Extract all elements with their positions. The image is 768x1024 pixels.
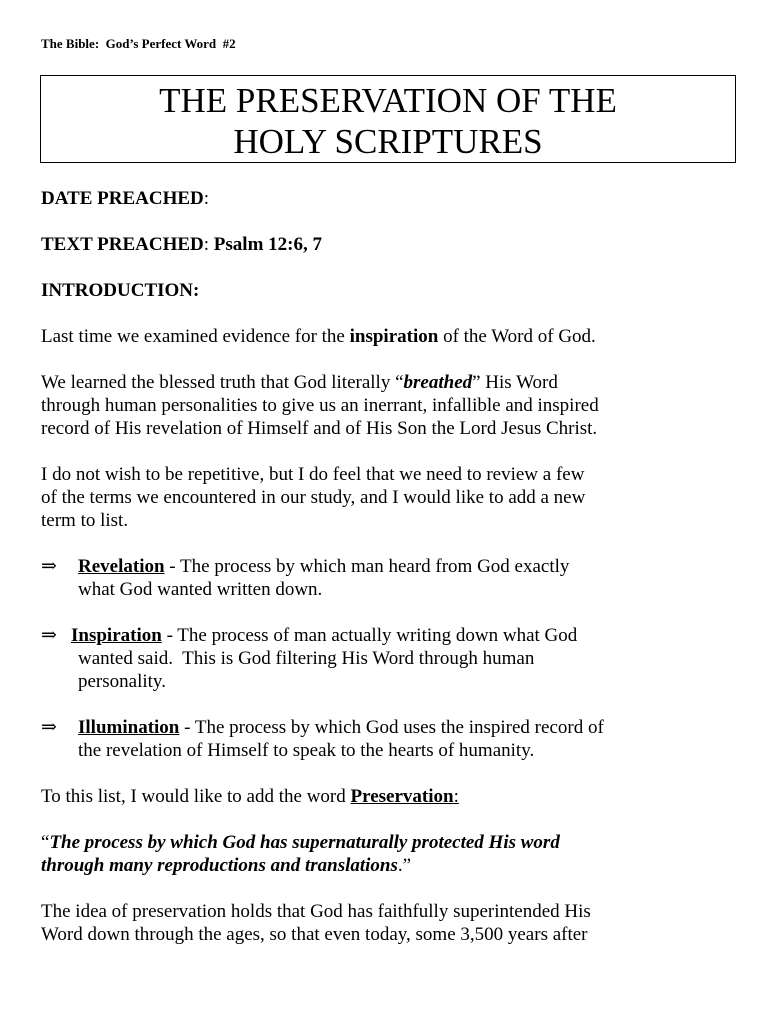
page-title-line-1: THE PRESERVATION OF THE xyxy=(159,81,617,120)
text-preached-colon: : xyxy=(203,234,214,255)
arrow-icon: ⇒ xyxy=(41,556,57,577)
date-preached-line xyxy=(41,187,731,210)
arrow-icon: ⇒ xyxy=(41,625,57,646)
date-preached-label: DATE PREACHED xyxy=(41,188,204,209)
running-header: The Bible: God’s Perfect Word #2 xyxy=(41,36,236,51)
term-label: Inspiration xyxy=(71,625,162,646)
term-label: Illumination xyxy=(78,717,180,738)
paragraph-inspiration: Last time we examined evidence for the inspiration of the Word of God. xyxy=(41,326,596,347)
arrow-icon: ⇒ xyxy=(41,717,57,738)
introduction-heading: INTRODUCTION: xyxy=(41,280,200,301)
date-preached-colon: : xyxy=(203,188,210,209)
term-inspiration: ⇒ Inspiration - The process of man actually writing down what God wanted said. This is God filtering His Word through human personality. xyxy=(41,625,578,692)
page-title-line-2: HOLY SCRIPTURES xyxy=(233,122,543,161)
term-label: Revelation xyxy=(78,556,165,577)
paragraph-preservation-idea: The idea of preservation holds that God has faithfully superintended His Word down through the ages, so that even today, some 3,500 years after xyxy=(41,901,591,945)
text-preached-label: TEXT PREACHED xyxy=(41,234,204,255)
text-preached-line xyxy=(41,233,731,256)
definition-quote: “The process by which God has supernaturally protected His word through many reproductions and translations.” xyxy=(41,832,560,876)
paragraph-breathed: We learned the blessed truth that God literally “breathed” His Word through human personalities to give us an inerrant, infallible and inspired record of His revelation of Himself and of His Son the Lord Jesus Christ. xyxy=(41,372,599,439)
paragraph-preservation-intro: To this list, I would like to add the word Preservation: xyxy=(41,786,459,807)
term-illumination: ⇒ Illumination - The process by which God uses the inspired record of the revelation of Himself to speak to the hearts of humanity. xyxy=(41,717,604,761)
paragraph-review: I do not wish to be repetitive, but I do feel that we need to review a few of the terms we encountered in our study, and I would like to add a new term to list. xyxy=(41,464,586,531)
title-box xyxy=(40,75,736,163)
document-body xyxy=(41,187,731,946)
term-revelation: ⇒ Revelation - The process by which man heard from God exactly what God wanted written down. xyxy=(41,556,570,600)
text-preached-value: Psalm 12:6, 7 xyxy=(213,234,322,255)
